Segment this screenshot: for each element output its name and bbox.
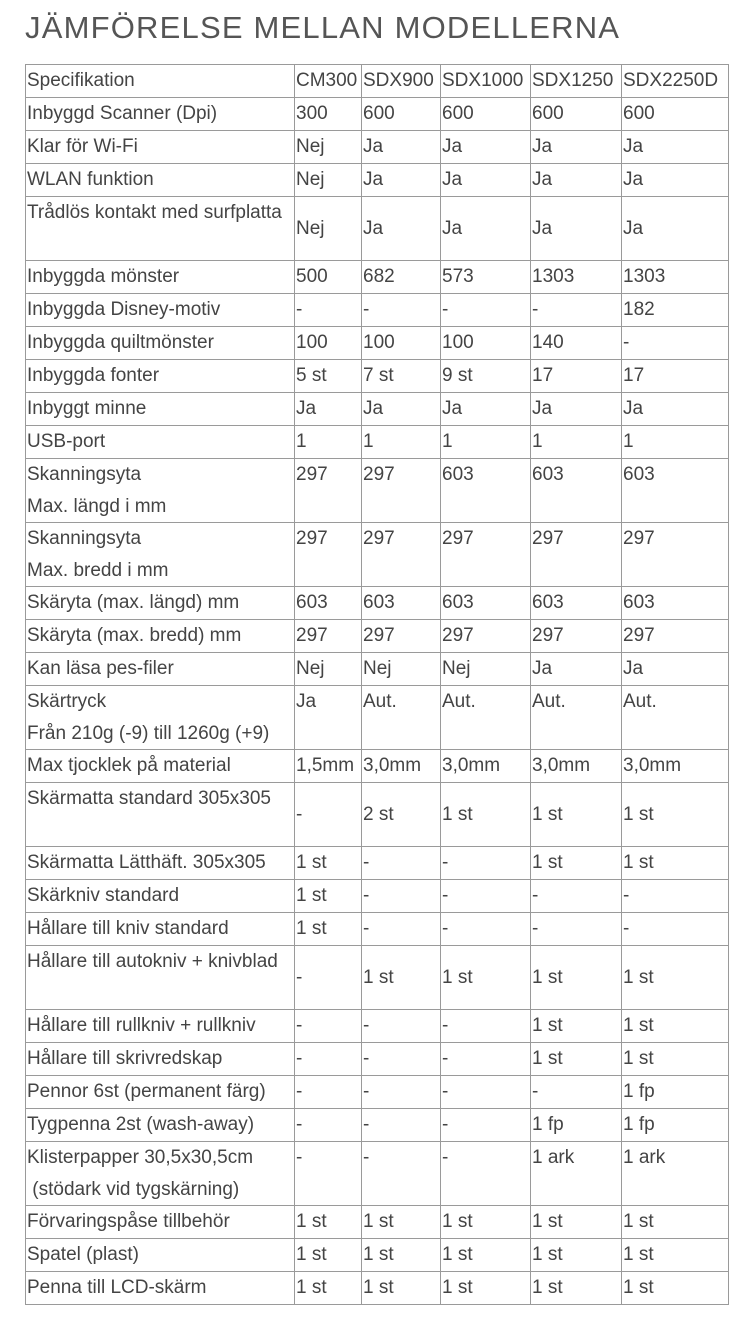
spec-label: Spatel (plast) (27, 1244, 139, 1266)
spec-label-cell (26, 98, 295, 131)
value-cell: Nej (441, 653, 531, 686)
spec-label: Skäryta (max. bredd) mm (27, 625, 242, 647)
spec-label: Kan läsa pes-filer (27, 658, 174, 680)
value-cell: - (362, 847, 441, 880)
spec-label-cell (26, 946, 295, 1010)
value-cell: 297 (531, 523, 622, 587)
value-cell: - (295, 783, 362, 847)
value-cell: 600 (362, 98, 441, 131)
value-cell: - (295, 1010, 362, 1043)
value-cell: 5 st (295, 360, 362, 393)
value-cell: 297 (295, 620, 362, 653)
spec-label: WLAN funktion (27, 169, 154, 191)
value-cell: Ja (622, 393, 729, 426)
table-row (26, 1010, 729, 1043)
value-cell: - (441, 294, 531, 327)
value-cell: - (441, 880, 531, 913)
value-cell: 9 st (441, 360, 531, 393)
value-cell: - (441, 1109, 531, 1142)
value-cell: 682 (362, 261, 441, 294)
value-cell: Ja (531, 393, 622, 426)
value-cell: - (531, 294, 622, 327)
header-cell: SDX1000 (441, 65, 531, 98)
header-cell: CM300 (295, 65, 362, 98)
table-row (26, 1272, 729, 1305)
value-cell: 7 st (362, 360, 441, 393)
value-cell: Ja (531, 197, 622, 261)
value-cell: Ja (531, 131, 622, 164)
spec-label: Hållare till skrivredskap (27, 1048, 223, 1070)
value-cell: 297 (622, 620, 729, 653)
value-cell: 1 st (531, 1272, 622, 1305)
spec-label-cell (26, 653, 295, 686)
value-cell: - (622, 327, 729, 360)
value-cell: 300 (295, 98, 362, 131)
value-cell: 1 st (441, 783, 531, 847)
value-cell: 603 (531, 459, 622, 523)
value-cell: 1 (362, 426, 441, 459)
value-cell: 600 (441, 98, 531, 131)
value-cell: 1 (295, 426, 362, 459)
spec-label: Hållare till kniv standard (27, 918, 229, 940)
value-cell: 1 st (441, 1206, 531, 1239)
value-cell: - (441, 1010, 531, 1043)
table-row (26, 523, 729, 587)
table-row (26, 360, 729, 393)
value-cell: 1 st (295, 1239, 362, 1272)
spec-label: Hållare till autokniv + knivblad (27, 951, 278, 972)
spec-label-cell (26, 523, 295, 587)
value-cell: 297 (441, 523, 531, 587)
value-cell: 3,0mm (441, 750, 531, 783)
value-cell: 1 ark (531, 1142, 622, 1206)
page-title: JÄMFÖRELSE MELLAN MODELLERNA (25, 10, 621, 45)
value-cell: Ja (622, 653, 729, 686)
value-cell: Ja (622, 164, 729, 197)
value-cell: - (362, 913, 441, 946)
spec-label-cell (26, 1076, 295, 1109)
value-cell: 1 st (622, 847, 729, 880)
value-cell: 297 (295, 523, 362, 587)
value-cell: 1 st (531, 946, 622, 1010)
value-cell: - (441, 847, 531, 880)
value-cell: - (531, 913, 622, 946)
value-cell: 603 (441, 587, 531, 620)
table-row (26, 164, 729, 197)
value-cell: - (295, 1043, 362, 1076)
value-cell: 1 st (441, 1272, 531, 1305)
table-row (26, 98, 729, 131)
spec-label-cell (26, 393, 295, 426)
value-cell: Ja (531, 164, 622, 197)
value-cell: 1 st (531, 1010, 622, 1043)
value-cell: Ja (362, 164, 441, 197)
spec-label-cell (26, 620, 295, 653)
value-cell: Ja (362, 131, 441, 164)
value-cell: Ja (295, 686, 362, 750)
value-cell: 1 st (622, 1206, 729, 1239)
table-row (26, 653, 729, 686)
value-cell: - (622, 913, 729, 946)
header-cell: SDX2250D (622, 65, 729, 98)
value-cell: - (441, 1043, 531, 1076)
table-row (26, 750, 729, 783)
table-row (26, 686, 729, 750)
value-cell: 1 ark (622, 1142, 729, 1206)
spec-label: Max tjocklek på material (27, 755, 231, 777)
spec-label-cell (26, 426, 295, 459)
table-row (26, 426, 729, 459)
value-cell: 1 st (362, 1206, 441, 1239)
value-cell: 1 st (531, 1206, 622, 1239)
table-row (26, 946, 729, 1010)
value-cell: 603 (531, 587, 622, 620)
spec-label-cell (26, 197, 295, 261)
table-row (26, 261, 729, 294)
spec-label-cell (26, 1142, 295, 1206)
value-cell: Ja (441, 393, 531, 426)
spec-label-cell (26, 686, 295, 750)
value-cell: 1 st (622, 783, 729, 847)
value-cell: 603 (295, 587, 362, 620)
value-cell: Nej (295, 164, 362, 197)
value-cell: 603 (362, 587, 441, 620)
value-cell: 1 st (295, 880, 362, 913)
value-cell: Ja (441, 164, 531, 197)
spec-label-cell (26, 750, 295, 783)
spec-label-cell (26, 587, 295, 620)
value-cell: Ja (441, 131, 531, 164)
table-row (26, 327, 729, 360)
comparison-table-body (26, 65, 729, 1305)
spec-label-cell (26, 1272, 295, 1305)
spec-label: Inbyggda Disney-motiv (27, 299, 221, 321)
value-cell: 603 (622, 587, 729, 620)
table-row (26, 459, 729, 523)
value-cell: 1 st (622, 1010, 729, 1043)
value-cell: 1 st (622, 946, 729, 1010)
value-cell: 1 st (531, 783, 622, 847)
value-cell: - (622, 880, 729, 913)
table-row (26, 880, 729, 913)
value-cell: 1 (531, 426, 622, 459)
spec-label-cell (26, 1109, 295, 1142)
spec-label-cell (26, 783, 295, 847)
spec-label: Hållare till rullkniv + rullkniv (27, 1015, 256, 1037)
spec-label-cell (26, 459, 295, 523)
value-cell: 140 (531, 327, 622, 360)
value-cell: 182 (622, 294, 729, 327)
value-cell: 1 st (622, 1043, 729, 1076)
value-cell: Ja (622, 197, 729, 261)
value-cell: - (362, 1010, 441, 1043)
spec-label: Inbyggt minne (27, 398, 147, 420)
value-cell: 1 st (362, 1272, 441, 1305)
spec-label-cell (26, 261, 295, 294)
spec-sublabel: Från 210g (-9) till 1260g (+9) (27, 722, 270, 744)
spec-label-cell (26, 880, 295, 913)
table-header-row (26, 65, 729, 98)
value-cell: Nej (362, 653, 441, 686)
value-cell: - (295, 294, 362, 327)
value-cell: 1303 (531, 261, 622, 294)
spec-label: Penna till LCD-skärm (27, 1277, 207, 1299)
table-row (26, 1043, 729, 1076)
value-cell: Aut. (441, 686, 531, 750)
table-row (26, 1239, 729, 1272)
spec-label: Förvaringspåse tillbehör (27, 1211, 230, 1233)
value-cell: 297 (295, 459, 362, 523)
spec-label-cell (26, 131, 295, 164)
value-cell: Aut. (362, 686, 441, 750)
value-cell: 1 st (531, 1043, 622, 1076)
value-cell: Ja (622, 131, 729, 164)
table-row (26, 131, 729, 164)
value-cell: 297 (531, 620, 622, 653)
spec-label: Inbyggda quiltmönster (27, 332, 214, 354)
header-cell: SDX900 (362, 65, 441, 98)
value-cell: - (295, 946, 362, 1010)
value-cell: 17 (622, 360, 729, 393)
spec-label-cell (26, 913, 295, 946)
value-cell: - (362, 1076, 441, 1109)
spec-label: Skärkniv standard (27, 885, 180, 907)
value-cell: 297 (622, 523, 729, 587)
value-cell: - (441, 1142, 531, 1206)
spec-label-cell (26, 847, 295, 880)
value-cell: 1 st (441, 946, 531, 1010)
value-cell: 1 st (362, 1239, 441, 1272)
value-cell: 297 (362, 459, 441, 523)
spec-label-cell (26, 1010, 295, 1043)
spec-label: Klar för Wi-Fi (27, 136, 138, 158)
value-cell: Ja (362, 197, 441, 261)
value-cell: 600 (531, 98, 622, 131)
value-cell: - (531, 880, 622, 913)
value-cell: 1 (622, 426, 729, 459)
spec-label: Pennor 6st (permanent färg) (27, 1081, 266, 1103)
spec-label: Inbyggda mönster (27, 266, 180, 288)
spec-sublabel: Max. bredd i mm (27, 559, 169, 581)
value-cell: 603 (622, 459, 729, 523)
spec-label: Skanningsyta (27, 528, 142, 549)
value-cell: 297 (362, 620, 441, 653)
table-row (26, 913, 729, 946)
value-cell: 1 st (295, 913, 362, 946)
spec-label: Inbyggd Scanner (Dpi) (27, 103, 218, 125)
spec-label: Skanningsyta (27, 464, 142, 485)
value-cell: 500 (295, 261, 362, 294)
value-cell: 1 st (362, 946, 441, 1010)
value-cell: 297 (441, 620, 531, 653)
table-row (26, 587, 729, 620)
value-cell: 1 fp (622, 1109, 729, 1142)
value-cell: - (362, 1142, 441, 1206)
value-cell: - (441, 1076, 531, 1109)
spec-label: Tygpenna 2st (wash-away) (27, 1114, 255, 1136)
spec-label: Trådlös kontakt med surfplatta (27, 202, 282, 223)
spec-label: Skärmatta Lätthäft. 305x305 (27, 852, 266, 874)
table-row (26, 783, 729, 847)
value-cell: Ja (295, 393, 362, 426)
value-cell: 3,0mm (622, 750, 729, 783)
value-cell: 17 (531, 360, 622, 393)
value-cell: - (362, 294, 441, 327)
value-cell: 1 fp (622, 1076, 729, 1109)
value-cell: 1,5mm (295, 750, 362, 783)
spec-label-cell (26, 1206, 295, 1239)
value-cell: 573 (441, 261, 531, 294)
spec-label: Skäryta (max. längd) mm (27, 592, 240, 614)
header-cell: SDX1250 (531, 65, 622, 98)
spec-label: Inbyggda fonter (27, 365, 160, 387)
spec-label-cell (26, 360, 295, 393)
value-cell: 603 (441, 459, 531, 523)
value-cell: - (295, 1109, 362, 1142)
table-row (26, 294, 729, 327)
value-cell: 3,0mm (531, 750, 622, 783)
spec-label-cell (26, 327, 295, 360)
value-cell: 1 st (622, 1272, 729, 1305)
value-cell: 3,0mm (362, 750, 441, 783)
value-cell: 100 (362, 327, 441, 360)
spec-label-cell (26, 294, 295, 327)
table-row (26, 847, 729, 880)
value-cell: Nej (295, 197, 362, 261)
table-row (26, 197, 729, 261)
value-cell: 1 st (295, 1272, 362, 1305)
value-cell: - (295, 1076, 362, 1109)
value-cell: 297 (362, 523, 441, 587)
value-cell: - (362, 1109, 441, 1142)
value-cell: Nej (295, 131, 362, 164)
value-cell: 1 st (622, 1239, 729, 1272)
table-row (26, 620, 729, 653)
value-cell: 1 st (531, 1239, 622, 1272)
value-cell: 1 st (441, 1239, 531, 1272)
value-cell: 100 (295, 327, 362, 360)
value-cell: 1 fp (531, 1109, 622, 1142)
spec-label: USB-port (27, 431, 106, 453)
value-cell: 1 (441, 426, 531, 459)
value-cell: Ja (441, 197, 531, 261)
spec-label-cell (26, 1043, 295, 1076)
spec-label: Klisterpapper 30,5x30,5cm (27, 1147, 254, 1168)
value-cell: 100 (441, 327, 531, 360)
value-cell: 1 st (295, 1206, 362, 1239)
value-cell: 1303 (622, 261, 729, 294)
value-cell: - (362, 880, 441, 913)
comparison-table (25, 64, 729, 1305)
value-cell: - (441, 913, 531, 946)
spec-label: Skärmatta standard 305x305 (27, 788, 271, 809)
table-row (26, 1076, 729, 1109)
value-cell: 1 st (531, 847, 622, 880)
value-cell: Aut. (622, 686, 729, 750)
value-cell: Aut. (531, 686, 622, 750)
spec-label-cell (26, 164, 295, 197)
value-cell: 2 st (362, 783, 441, 847)
table-row (26, 1109, 729, 1142)
value-cell: 1 st (295, 847, 362, 880)
value-cell: Ja (531, 653, 622, 686)
spec-sublabel: (stödark vid tygskärning) (27, 1178, 240, 1200)
spec-label: Skärtryck (27, 691, 107, 712)
table-row (26, 393, 729, 426)
value-cell: - (531, 1076, 622, 1109)
spec-label-cell (26, 1239, 295, 1272)
header-cell: Specifikation (26, 65, 295, 98)
value-cell: 600 (622, 98, 729, 131)
spec-sublabel: Max. längd i mm (27, 495, 167, 517)
value-cell: Ja (362, 393, 441, 426)
table-row (26, 1142, 729, 1206)
value-cell: Nej (295, 653, 362, 686)
value-cell: - (295, 1142, 362, 1206)
value-cell: - (362, 1043, 441, 1076)
table-row (26, 1206, 729, 1239)
